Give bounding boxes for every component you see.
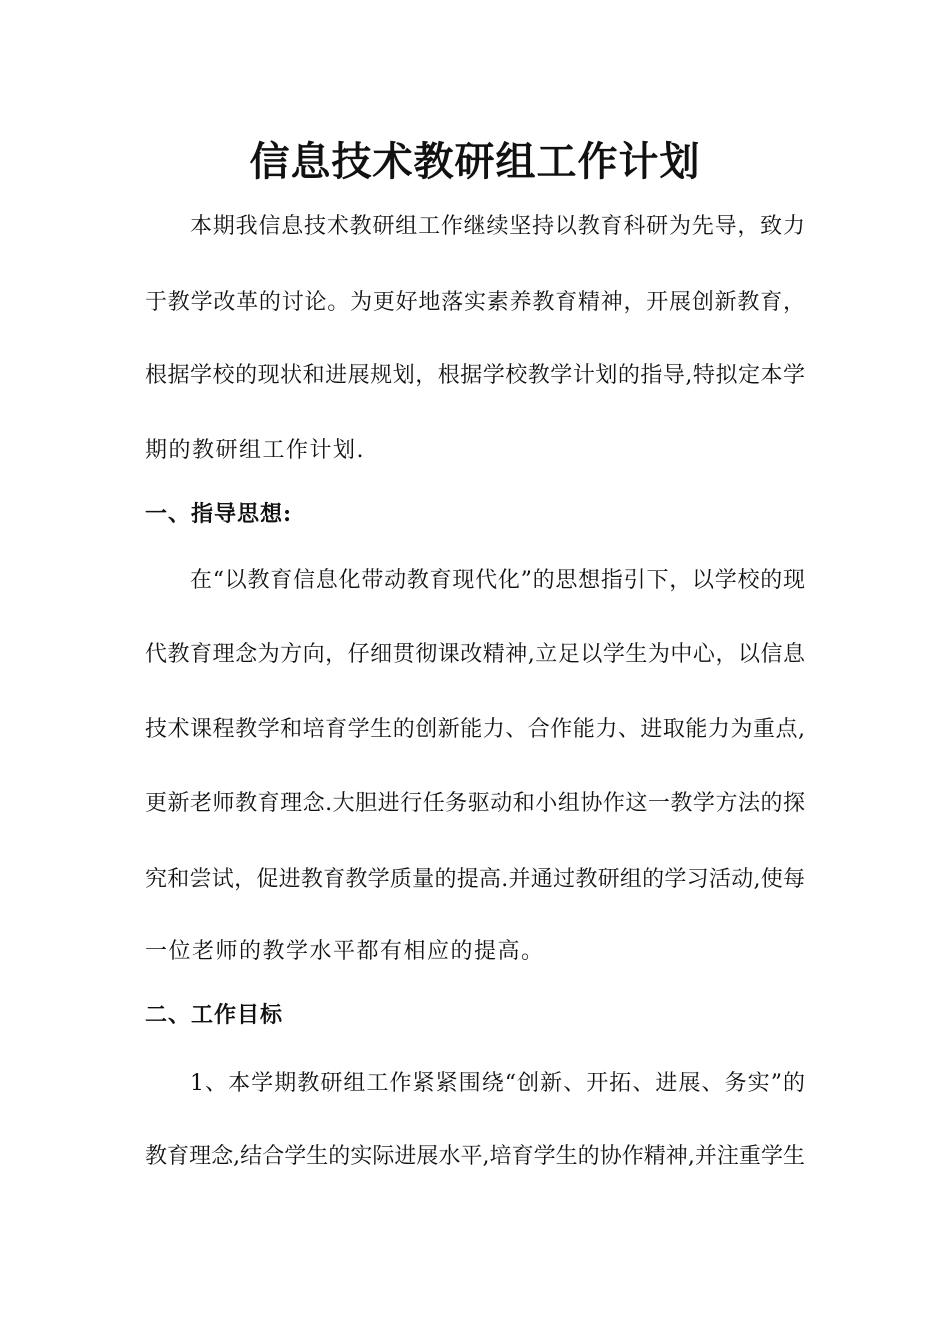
section1-line-4: 更新老师教育理念.大胆进行任务驱动和小组协作这一教学方法的探 — [145, 791, 805, 816]
intro-line-1: 本期我信息技术教研组工作继续坚持以教育科研为先导，致力 — [190, 214, 805, 239]
intro-line-3: 根据学校的现状和进展规划，根据学校教学计划的指导,特拟定本学 — [145, 363, 805, 388]
section1-line-3: 技术课程教学和培育学生的创新能力、合作能力、进取能力为重点, — [145, 717, 805, 742]
section-heading-guiding-thought: 一、指导思想: — [145, 501, 293, 527]
section2-line-1: 1、本学期教研组工作紧紧围绕“创新、开拓、进展、务实”的 — [190, 1071, 805, 1096]
section2-line-2: 教育理念,结合学生的实际进展水平,培育学生的协作精神,并注重学生 — [145, 1144, 805, 1169]
section1-line-6: 一位老师的教学水平都有相应的提高。 — [145, 939, 545, 964]
intro-line-2: 于教学改革的讨论。为更好地落实素养教育精神，开展创新教育， — [145, 290, 805, 315]
section1-line-2: 代教育理念为方向，仔细贯彻课改精神,立足以学生为中心，以信息 — [145, 642, 805, 667]
section1-line-5: 究和尝试，促进教育教学质量的提高.并通过教研组的学习活动,使每 — [145, 867, 805, 892]
section-heading-work-goals: 二、工作目标 — [145, 1002, 284, 1028]
section1-line-1: 在“以教育信息化带动教育现代化”的思想指引下，以学校的现 — [190, 568, 805, 593]
intro-line-4: 期的教研组工作计划. — [145, 438, 365, 463]
document-title: 信息技术教研组工作计划 — [249, 138, 701, 185]
